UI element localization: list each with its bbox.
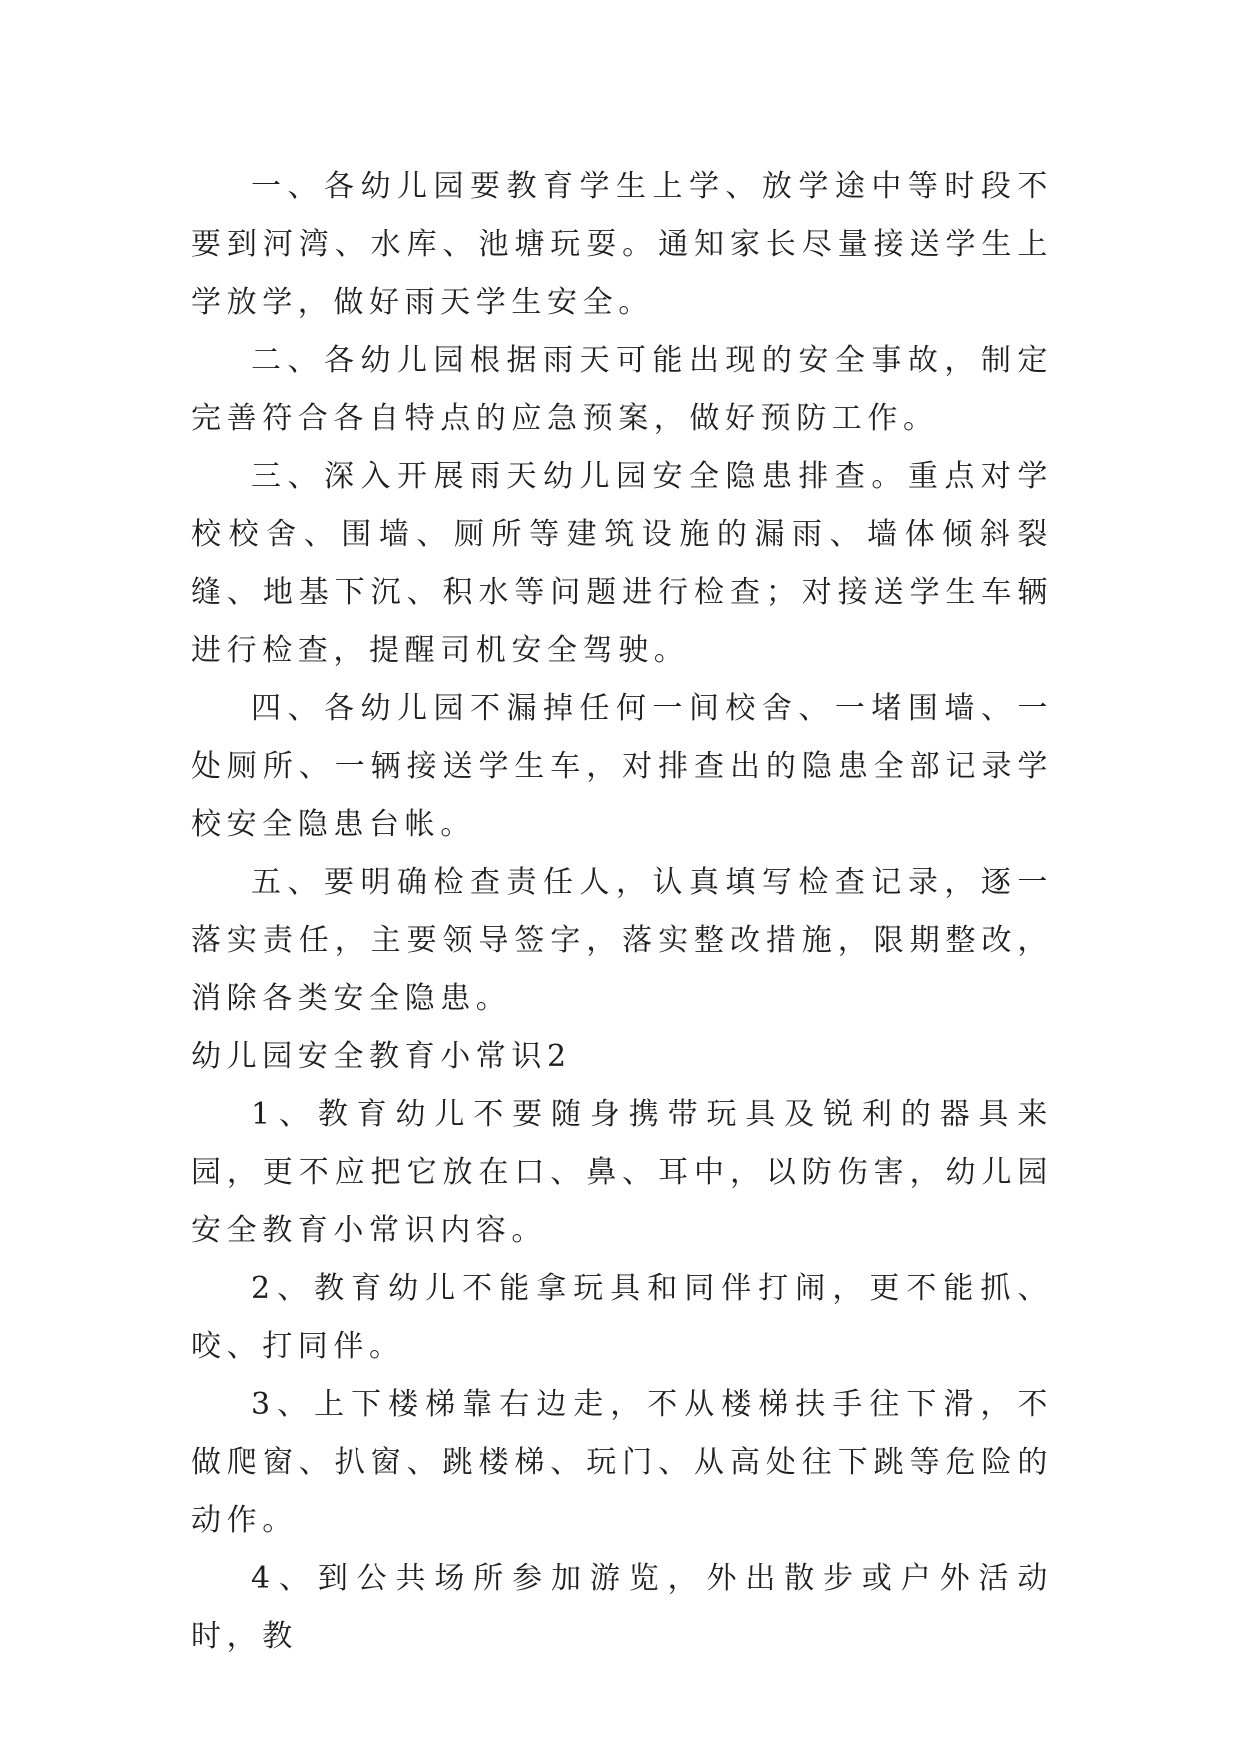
section-heading: 幼儿园安全教育小常识2 — [191, 1039, 572, 1074]
paragraph-3: 三、深入开展雨天幼儿园安全隐患排查。重点对学校校舍、围墙、厕所等建筑设施的漏雨、墙体倾斜裂缝、地基下沉、积水等问题进行检查；对接送学生车辆进行检查，提醒司机安全驾驶。 — [191, 459, 1053, 668]
paragraph-2: 二、各幼儿园根据雨天可能出现的安全事故，制定完善符合各自特点的应急预案，做好预防工作。 — [191, 343, 1053, 436]
section-paragraph-2: 2、教育幼儿不能拿玩具和同伴打闹，更不能抓、咬、打同伴。 — [191, 1271, 1053, 1364]
section-paragraph-3: 3、上下楼梯靠右边走，不从楼梯扶手往下滑，不做爬窗、扒窗、跳楼梯、玩门、从高处往下跳等危险的动作。 — [191, 1387, 1053, 1538]
section-paragraph-4: 4、到公共场所参加游览，外出散步或户外活动时，教 — [191, 1561, 1053, 1654]
paragraph-1: 一、各幼儿园要教育学生上学、放学途中等时段不要到河湾、水库、池塘玩耍。通知家长尽量接送学生上学放学，做好雨天学生安全。 — [191, 169, 1053, 320]
section-paragraph-1: 1、教育幼儿不要随身携带玩具及锐利的器具来园，更不应把它放在口、鼻、耳中，以防伤害，幼儿园安全教育小常识内容。 — [191, 1097, 1053, 1248]
paragraph-5: 五、要明确检查责任人，认真填写检查记录，逐一落实责任，主要领导签字，落实整改措施，限期整改，消除各类安全隐患。 — [191, 865, 1053, 1016]
document-body — [191, 158, 1053, 1666]
paragraph-4: 四、各幼儿园不漏掉任何一间校舍、一堵围墙、一处厕所、一辆接送学生车，对排查出的隐患全部记录学校安全隐患台帐。 — [191, 691, 1053, 842]
